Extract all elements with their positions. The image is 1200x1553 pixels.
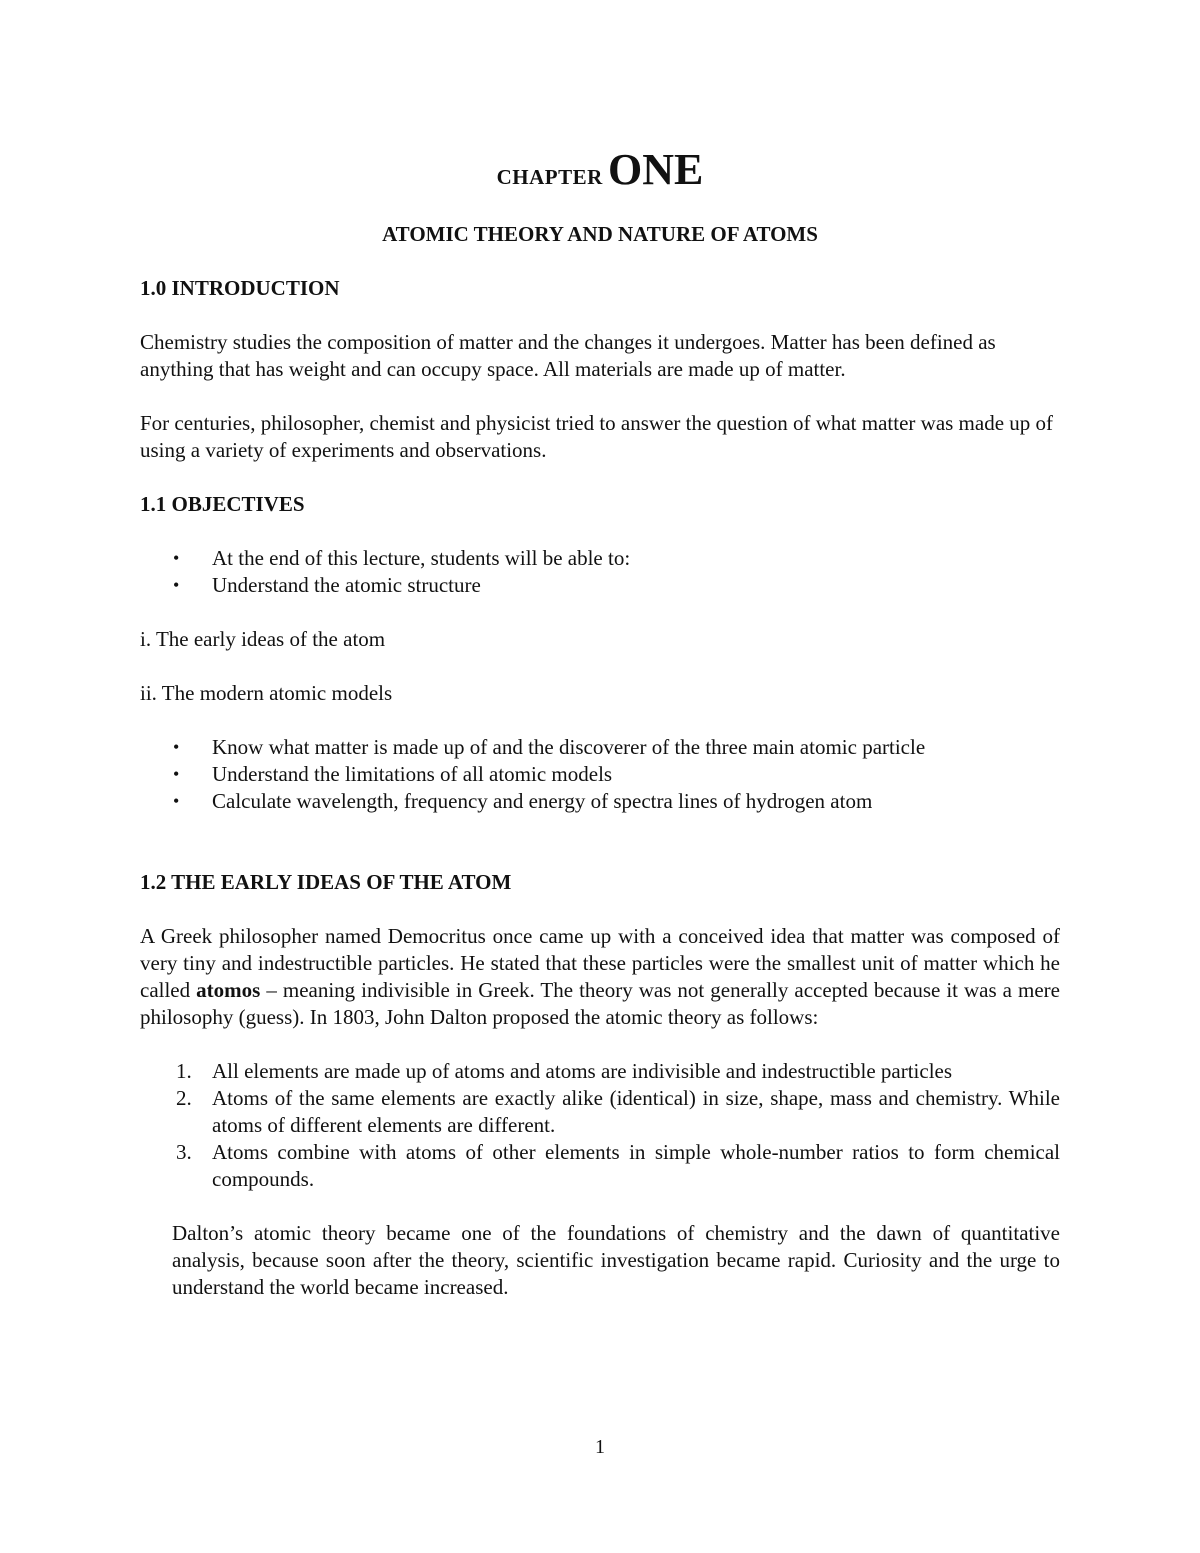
list-number: 3. (176, 1140, 192, 1164)
list-item (140, 1085, 1060, 1139)
atomos-term: atomos (196, 978, 261, 1002)
democritus-paragraph (140, 923, 1060, 1031)
sub-item-modern-models: ii. The modern atomic models (140, 681, 393, 705)
page-content (140, 145, 1060, 1328)
intro-paragraph-1: Chemistry studies the composition of matter and the changes it undergoes. Matter has been defined as anything that has weight and can occupy space. All materials are made up of matter. (140, 330, 996, 381)
objectives-heading: 1.1 OBJECTIVES (140, 492, 305, 516)
list-item (140, 788, 1060, 815)
bullet-icon: • (173, 791, 180, 811)
list-item (140, 761, 1060, 788)
bullet-icon: • (173, 764, 180, 784)
list-item-text: Understand the limitations of all atomic models (212, 762, 613, 786)
list-item-text: Atoms of the same elements are exactly alike (identical) in size, shape, mass and chemistry. While atoms of different elements are different. (212, 1086, 1060, 1137)
list-item (140, 572, 1060, 599)
list-item-text: Understand the atomic structure (212, 573, 481, 597)
chapter-heading (140, 145, 1060, 199)
early-ideas-heading: 1.2 THE EARLY IDEAS OF THE ATOM (140, 870, 512, 894)
blank-line (140, 842, 1060, 869)
bullet-icon: • (173, 548, 180, 568)
sub-item-early-ideas: i. The early ideas of the atom (140, 627, 386, 651)
bullet-icon: • (173, 575, 180, 595)
democritus-text-start: A Greek philosopher named Democritus once came up with a conceived idea that matter was composed of very tiny and indestructible particles. He stated that these particles were the smallest unit of matter which he called (140, 924, 1060, 1002)
list-item-text: Atoms combine with atoms of other elements in simple whole-number ratios to form chemical compounds. (212, 1140, 1060, 1191)
chapter-number: ONE (608, 145, 704, 194)
list-item-text: All elements are made up of atoms and atoms are indivisible and indestructible particles (212, 1059, 953, 1083)
page-number: 1 (595, 1436, 605, 1458)
chapter-title: ATOMIC THEORY AND NATURE OF ATOMS (382, 222, 818, 246)
intro-paragraph-2: For centuries, philosopher, chemist and physicist tried to answer the question of what matter was made up of using a variety of experiments and observations. (140, 411, 1054, 462)
list-number: 2. (176, 1086, 192, 1110)
dalton-closing-paragraph: Dalton’s atomic theory became one of the foundations of chemistry and the dawn of quantitative analysis, because soon after the theory, scientific investigation became rapid. Curiosity and the urge to understand the world became increased. (172, 1221, 1060, 1299)
list-item (140, 545, 1060, 572)
list-item-text: At the end of this lecture, students will be able to: (212, 546, 631, 570)
list-item-text: Calculate wavelength, frequency and energy of spectra lines of hydrogen atom (212, 789, 873, 813)
intro-heading: 1.0 INTRODUCTION (140, 276, 340, 300)
list-item (140, 1058, 1060, 1085)
list-item-text: Know what matter is made up of and the discoverer of the three main atomic particle (212, 735, 926, 759)
chapter-word: CHAPTER (496, 165, 603, 189)
objectives-list-a (140, 545, 1060, 599)
list-item (140, 734, 1060, 761)
dalton-postulates-list (140, 1058, 1060, 1193)
list-number: 1. (176, 1059, 192, 1083)
bullet-icon: • (173, 737, 180, 757)
objectives-list-b (140, 734, 1060, 815)
democritus-text-end: – meaning indivisible in Greek. The theory was not generally accepted because it was a mere philosophy (guess). In 1803, John Dalton proposed the atomic theory as follows: (140, 978, 1060, 1029)
list-item (140, 1139, 1060, 1193)
